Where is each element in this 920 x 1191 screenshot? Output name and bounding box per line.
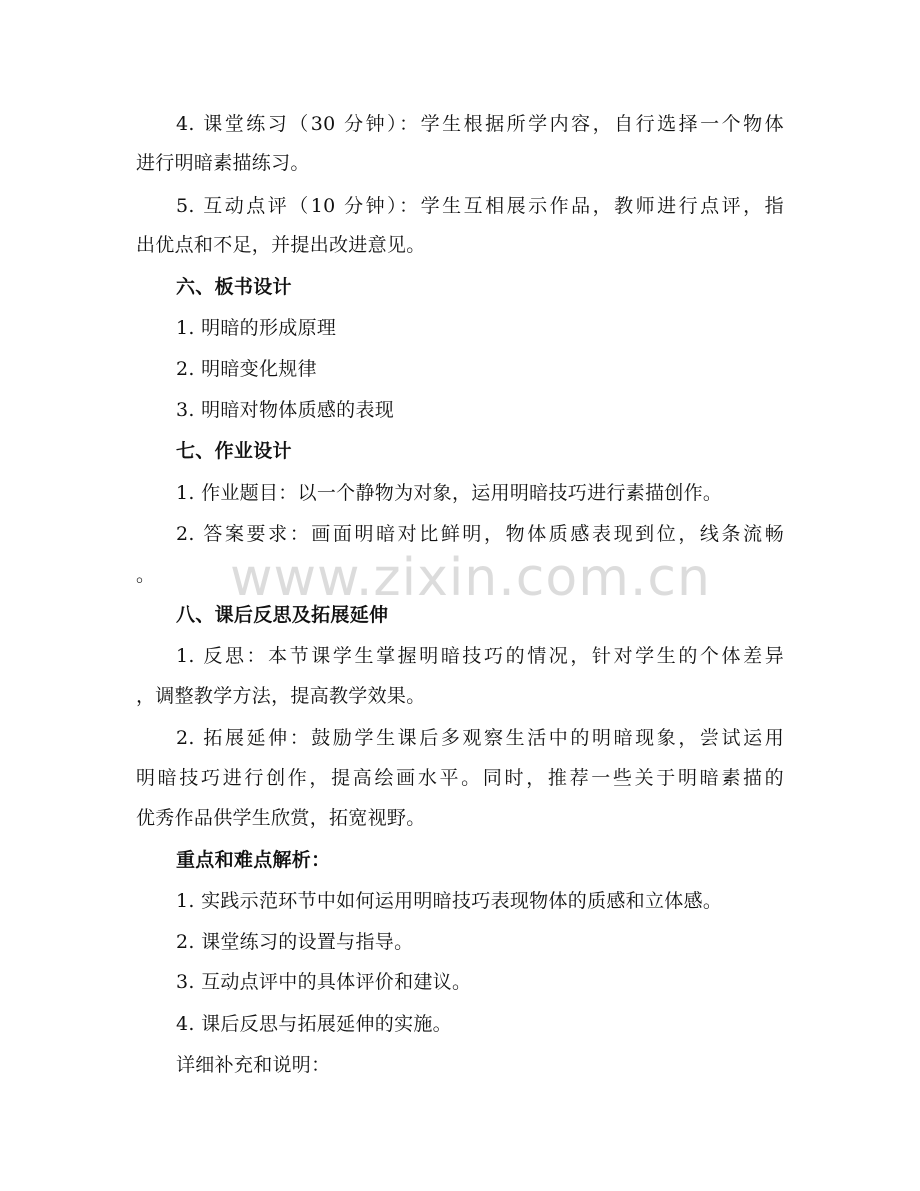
paragraph-line: 5. 互动点评（10 分钟）：学生互相展示作品，教师进行点评，指 xyxy=(176,195,784,217)
paragraph-line: 2. 拓展延伸：鼓励学生课后多观察生活中的明暗现象，尝试运用 xyxy=(176,727,784,749)
paragraph-line: 优秀作品供学生欣赏，拓宽视野。 xyxy=(136,807,426,829)
paragraph-line: 详细补充和说明： xyxy=(176,1054,331,1076)
paragraph-line: 。 xyxy=(136,564,156,586)
section-heading: 八、课后反思及拓展延伸 xyxy=(176,604,389,626)
section-heading: 六、板书设计 xyxy=(176,276,292,298)
list-item: 4. 课后反思与拓展延伸的实施。 xyxy=(176,1013,452,1035)
paragraph-line: 明暗技巧进行创作，提高绘画水平。同时，推荐一些关于明暗素描的 xyxy=(136,767,784,789)
list-item: 2. 课堂练习的设置与指导。 xyxy=(176,931,414,953)
list-item: 1. 作业题目：以一个静物为对象，运用明暗技巧进行素描创作。 xyxy=(176,482,723,504)
paragraph-line: 进行明暗素描练习。 xyxy=(136,152,310,174)
watermark: www.zixin.com.cn xyxy=(230,548,711,608)
paragraph-line: 4. 课堂练习（30 分钟）：学生根据所学内容，自行选择一个物体 xyxy=(176,113,784,135)
list-item: 3. 明暗对物体质感的表现 xyxy=(176,399,395,421)
section-heading: 七、作业设计 xyxy=(176,440,292,462)
paragraph-line: 2. 答案要求：画面明暗对比鲜明，物体质感表现到位，线条流畅 xyxy=(176,523,784,545)
section-heading: 重点和难点解析： xyxy=(176,849,331,871)
list-item: 1. 明暗的形成原理 xyxy=(176,317,337,339)
paragraph-line: 出优点和不足，并提出改进意见。 xyxy=(136,234,426,256)
list-item: 1. 实践示范环节中如何运用明暗技巧表现物体的质感和立体感。 xyxy=(176,890,723,912)
paragraph-line: ，调整教学方法，提高教学效果。 xyxy=(136,685,426,707)
paragraph-line: 1. 反思：本节课学生掌握明暗技巧的情况，针对学生的个体差异 xyxy=(176,645,784,667)
list-item: 3. 互动点评中的具体评价和建议。 xyxy=(176,971,472,993)
list-item: 2. 明暗变化规律 xyxy=(176,358,317,380)
